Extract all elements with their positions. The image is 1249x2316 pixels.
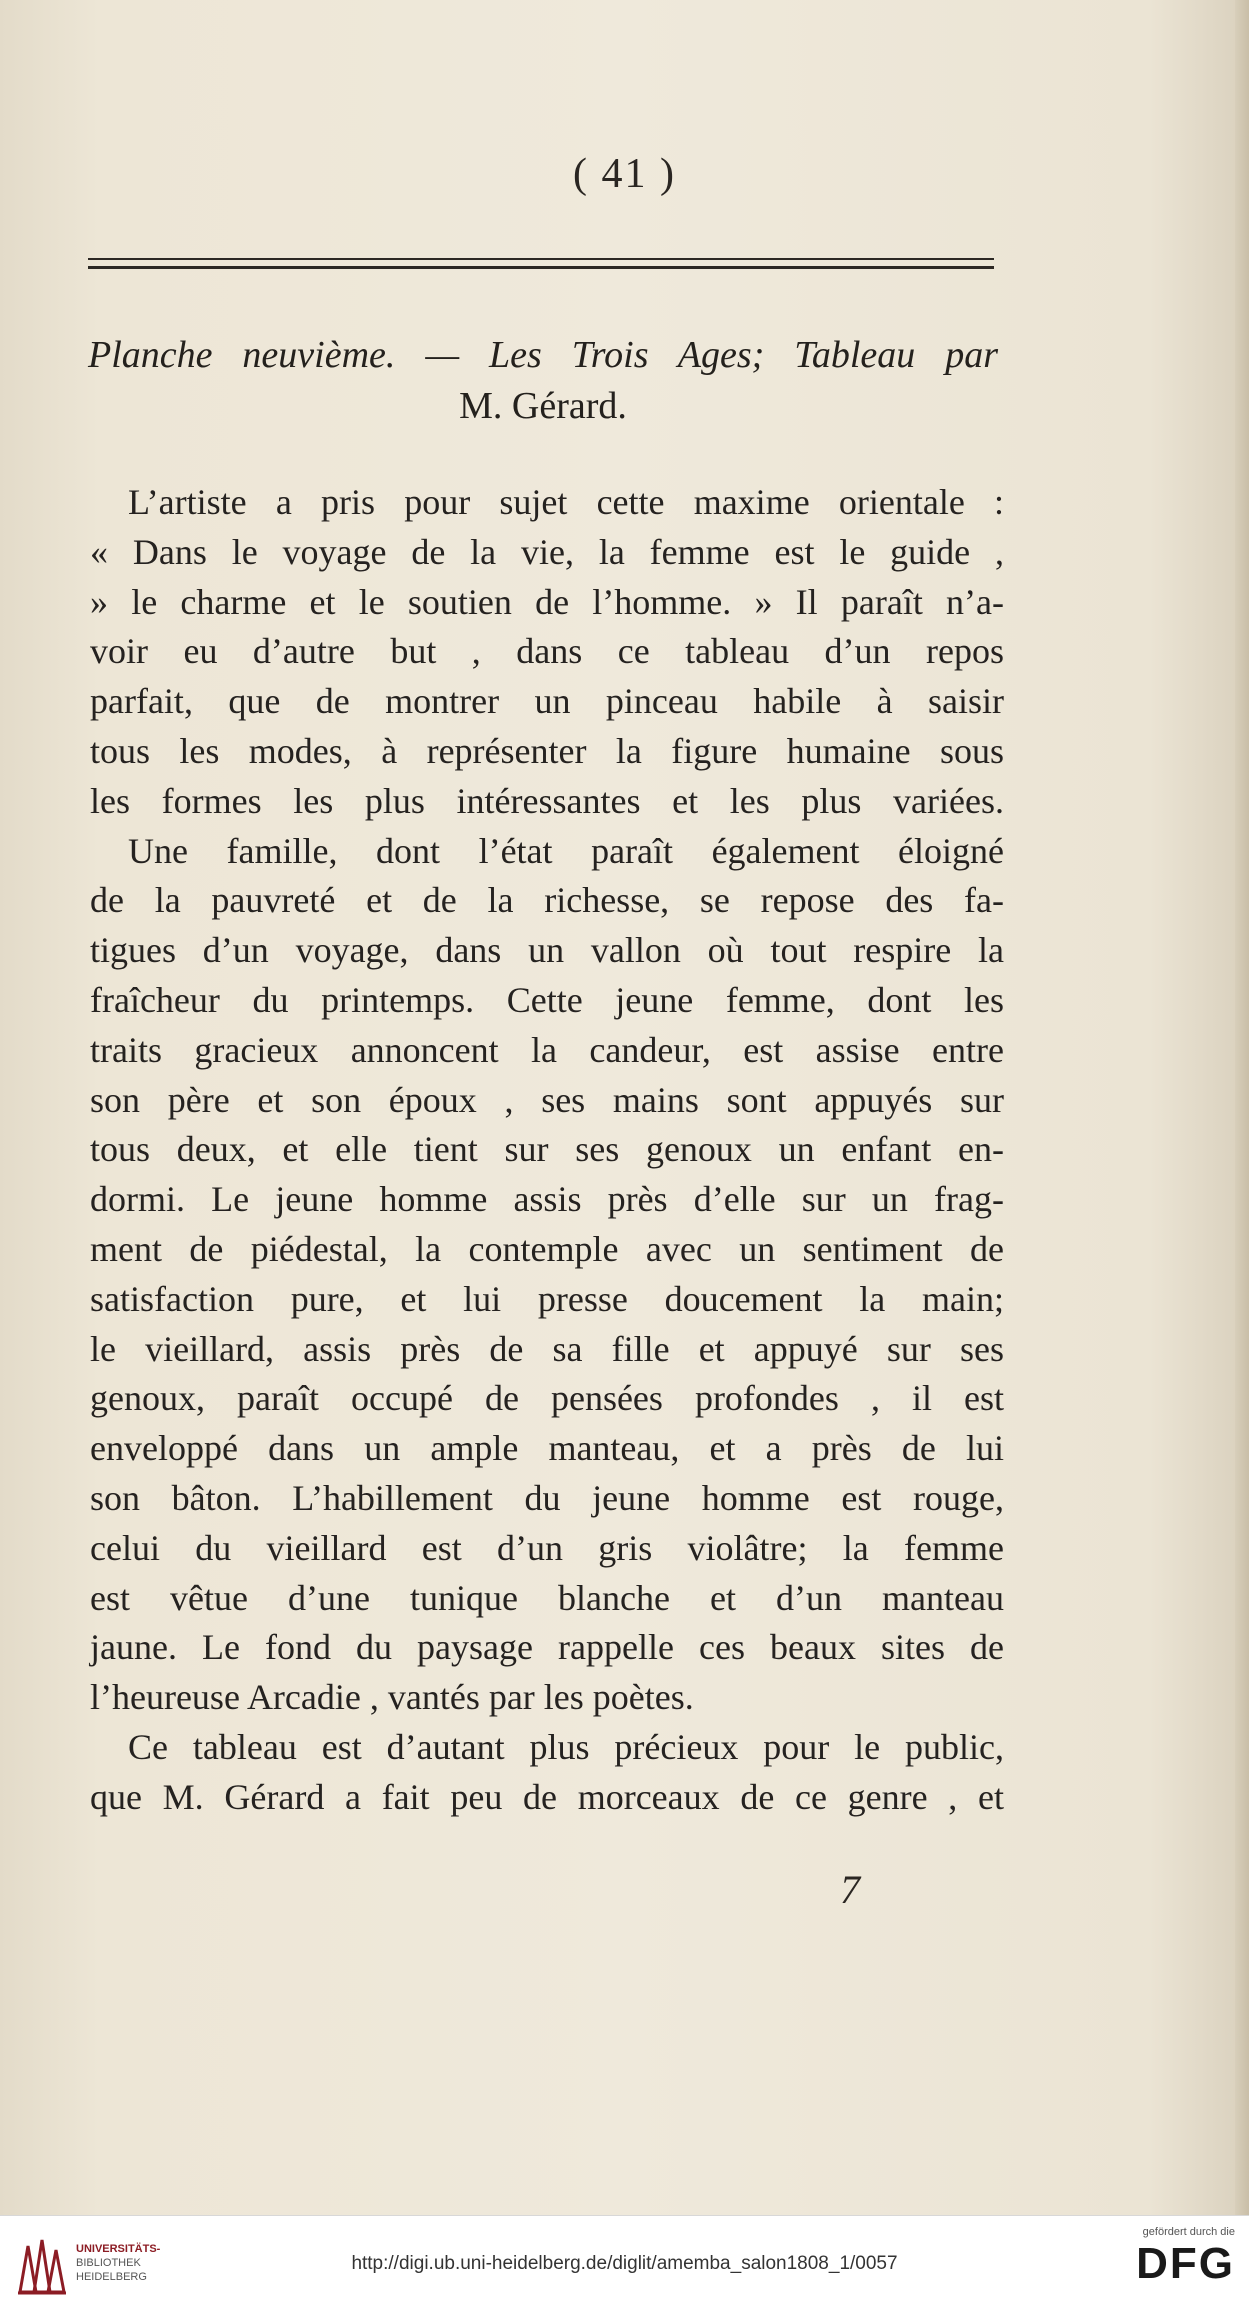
text-line: tous les modes, à représenter la figure humaine sous bbox=[90, 730, 1004, 771]
library-name-line: BIBLIOTHEK bbox=[76, 2257, 141, 2269]
text-line: jaune. Le fond du paysage rappelle ces beaux sites de bbox=[90, 1627, 1004, 1668]
header-rule-thick bbox=[88, 266, 994, 269]
text-line: voir eu d’autre but , dans ce tableau d’un repos bbox=[90, 631, 1004, 672]
text-line: les formes les plus intéressantes et les plus variées. bbox=[90, 780, 1004, 821]
text-line: l’heureuse Arcadie , vantés par les poètes. bbox=[90, 1677, 694, 1718]
signature-mark: 7 bbox=[840, 1867, 860, 1912]
dfg-wordmark: DFG bbox=[1136, 2239, 1235, 2288]
text-line: que M. Gérard a fait peu de morceaux de ce genre , et bbox=[90, 1776, 1004, 1817]
library-name-line: UNIVERSITÄTS- bbox=[76, 2243, 161, 2255]
text-line: L’artiste a pris pour sujet cette maxime orientale : bbox=[128, 482, 1004, 522]
plate-heading-artist: M. Gérard. bbox=[459, 385, 627, 427]
viewer-footer bbox=[0, 2215, 1249, 2316]
text-line: satisfaction pure, et lui presse doucement la main; bbox=[90, 1278, 1004, 1319]
text-line: Ce tableau est d’autant plus précieux pour le public, bbox=[128, 1726, 1004, 1767]
text-line: dormi. Le jeune homme assis près d’elle sur un frag- bbox=[90, 1179, 1004, 1220]
funding-label: gefördert durch die bbox=[1142, 2226, 1235, 2238]
text-line: de la pauvreté et de la richesse, se repose des fa- bbox=[90, 880, 1004, 921]
text-line: son bâton. L’habillement du jeune homme est rouge, bbox=[90, 1477, 1004, 1518]
text-line: fraîcheur du printemps. Cette jeune femme, dont les bbox=[90, 979, 1004, 1020]
text-line: son père et son époux , ses mains sont appuyés sur bbox=[90, 1079, 1004, 1120]
text-line: le vieillard, assis près de sa fille et appuyé sur ses bbox=[90, 1328, 1004, 1369]
text-line: enveloppé dans un ample manteau, et a près de lui bbox=[90, 1428, 1004, 1469]
header-rule-thin bbox=[88, 258, 994, 260]
text-line: ment de piédestal, la contemple avec un sentiment de bbox=[90, 1228, 1004, 1269]
text-line: celui du vieillard est d’un gris violâtre; la femme bbox=[90, 1527, 1004, 1568]
text-line: tous deux, et elle tient sur ses genoux un enfant en- bbox=[90, 1129, 1004, 1170]
permalink-url[interactable]: http://digi.ub.uni-heidelberg.de/diglit/amemba_salon1808_1/0057 bbox=[351, 2253, 898, 2274]
text-line: Une famille, dont l’état paraît également éloigné bbox=[128, 830, 1004, 871]
library-name-line: HEIDELBERG bbox=[76, 2271, 147, 2283]
page-number: ( 41 ) bbox=[573, 151, 676, 197]
page-edge bbox=[1235, 0, 1249, 2215]
dfg-logo[interactable] bbox=[1095, 2226, 1235, 2290]
text-line: tigues d’un voyage, dans un vallon où tout respire la bbox=[90, 930, 1004, 971]
text-line: genoux, paraît occupé de pensées profondes , il est bbox=[90, 1378, 1004, 1419]
plate-heading bbox=[88, 330, 998, 432]
plate-heading-title: Planche neuvième. — Les Trois Ages; Tableau par bbox=[88, 334, 998, 376]
body-text bbox=[90, 478, 1004, 1823]
text-line: « Dans le voyage de la vie, la femme est le guide , bbox=[90, 531, 1004, 572]
text-line: est vêtue d’une tunique blanche et d’un manteau bbox=[90, 1577, 1004, 1618]
text-line: parfait, que de montrer un pinceau habile à saisir bbox=[90, 681, 1004, 722]
text-line: traits gracieux annoncent la candeur, est assise entre bbox=[90, 1029, 1004, 1070]
text-line: » le charme et le soutien de l’homme. » Il paraît n’a- bbox=[90, 581, 1004, 622]
